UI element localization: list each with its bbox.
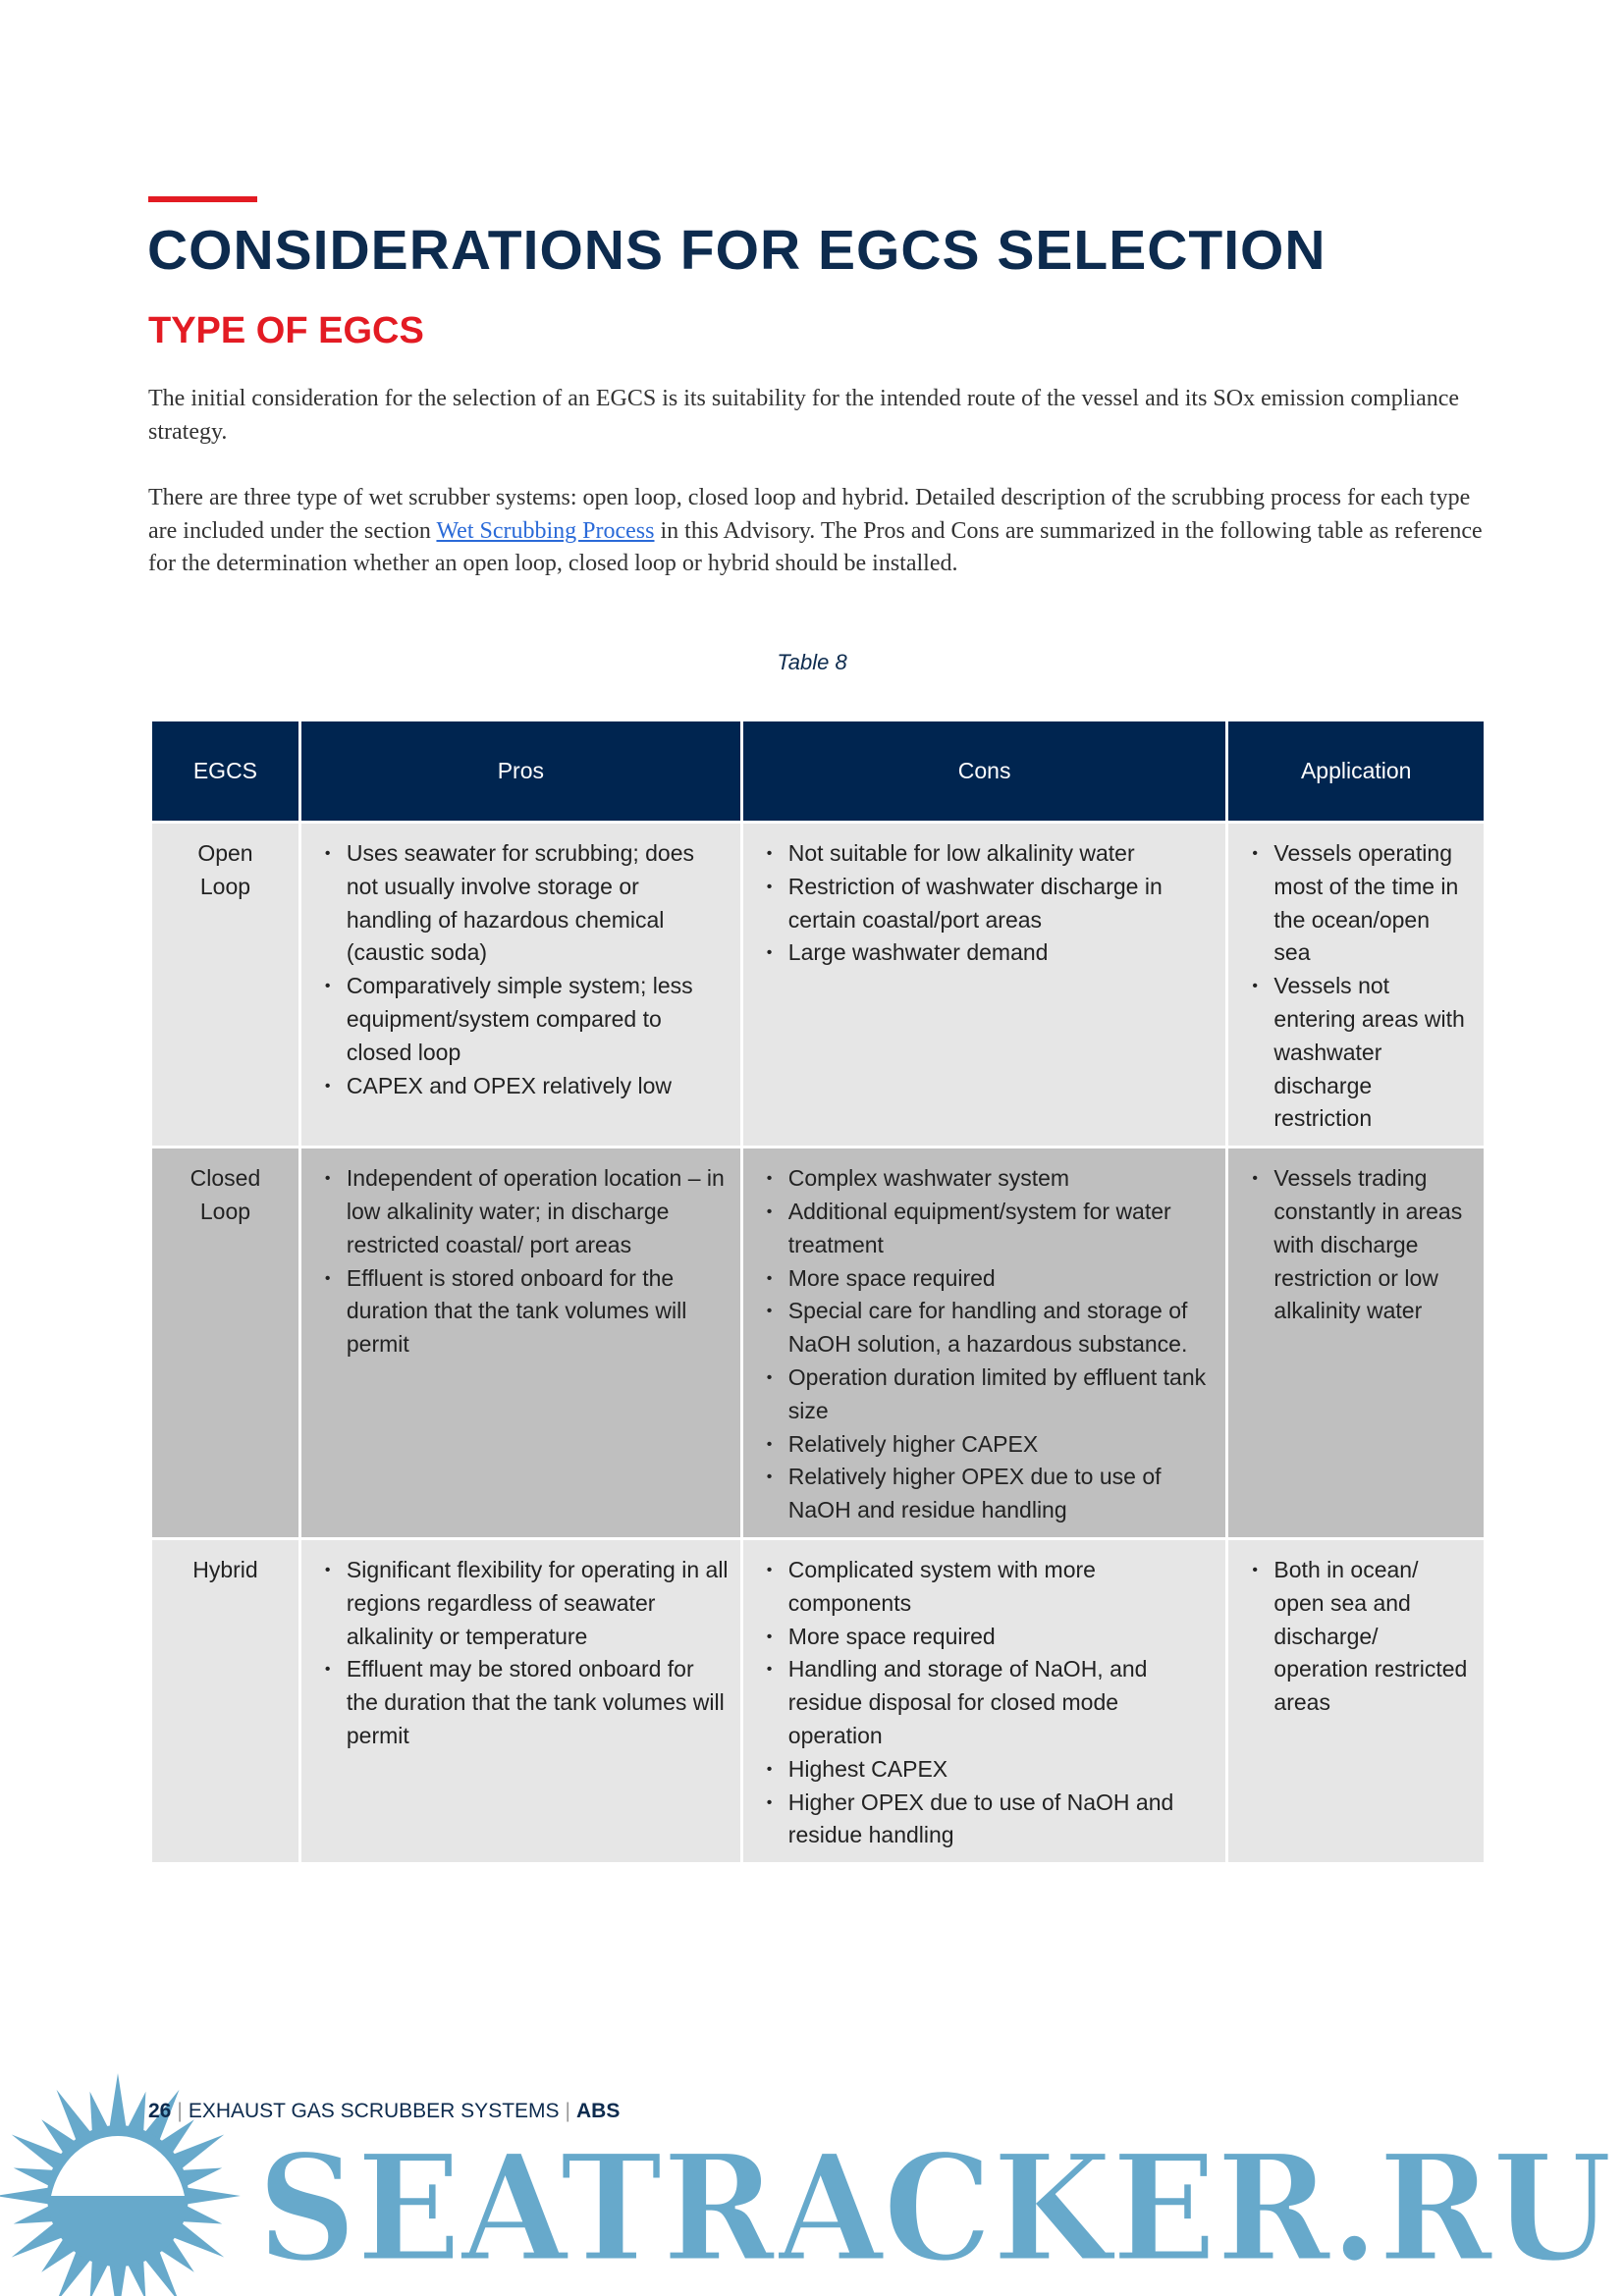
page-title: CONSIDERATIONS FOR EGCS SELECTION [147,219,1326,282]
paragraph-text: There are three type of wet scrubber systems: open loop, closed loop and hybrid. Detailed description of the scrubbing process for each type are included under the section [148,485,1471,544]
application-cell [1227,1148,1486,1539]
header-egcs: EGCS [151,721,300,823]
pros-list [313,1162,729,1362]
page-number: 26 [148,2100,172,2122]
list-item: • Special care for handling and storage of NaOH solution, a hazardous substance. [788,1295,1215,1362]
table-row [151,823,1486,1148]
cons-cell [741,823,1227,1148]
egcs-type-cell: Hybrid [151,1538,300,1863]
watermark-logo-text: SEATRACKER.RU [257,2122,1612,2295]
footer-title: EXHAUST GAS SCRUBBER SYSTEMS [188,2100,560,2122]
table-header-row [151,721,1486,823]
list-item: • Highest CAPEX [788,1753,1215,1787]
list-item: • Uses seawater for scrubbing; does not usually involve storage or handling of hazardous chemical (caustic soda) [347,837,729,970]
list-item: • CAPEX and OPEX relatively low [347,1070,729,1103]
list-item: • Vessels operating most of the time in the ocean/open sea [1273,837,1472,970]
pros-cell [299,823,741,1148]
cons-list [755,1162,1215,1527]
pros-list [313,837,729,1102]
list-item: • Effluent may be stored onboard for the duration that the tank volumes will permit [347,1653,729,1752]
list-item: • Vessels not entering areas with washwater discharge restriction [1273,970,1472,1136]
table-caption: Table 8 [777,650,847,674]
pros-cell [299,1148,741,1539]
list-item: • More space required [788,1262,1215,1296]
footer-org: ABS [576,2100,621,2122]
application-cell [1227,1538,1486,1863]
egcs-type-cell: Closed Loop [151,1148,300,1539]
application-list [1240,1554,1472,1720]
pros-cell [299,1538,741,1863]
page-footer: 26 | EXHAUST GAS SCRUBBER SYSTEMS | ABS [148,2100,621,2122]
cons-cell [741,1538,1227,1863]
list-item: • Relatively higher CAPEX [788,1428,1215,1462]
description-paragraph [148,482,1484,581]
intro-paragraph: The initial consideration for the selection of an EGCS is its suitability for the intended route of the vessel and its SOx emission compliance strategy. [148,386,1460,445]
list-item: • Additional equipment/system for water treatment [788,1196,1215,1262]
header-application: Application [1227,721,1486,823]
list-item: • Vessels trading constantly in areas with discharge restriction or low alkalinity water [1273,1162,1472,1328]
cons-list [755,837,1215,970]
list-item: • More space required [788,1621,1215,1654]
application-list [1240,837,1472,1136]
table-row [151,1148,1486,1539]
cons-cell [741,1148,1227,1539]
table-row [151,1538,1486,1863]
wet-scrubbing-process-link[interactable]: Wet Scrubbing Process [436,517,655,544]
paragraph-text: in this Advisory. The Pros and Cons are summarized in the following table as reference for the determination whether an open loop, closed loop or hybrid should be installed. [148,517,1483,576]
pros-list [313,1554,729,1753]
list-item: • Comparatively simple system; less equipment/system compared to closed loop [347,970,729,1069]
watermark [0,2061,1624,2296]
cons-list [755,1554,1215,1852]
accent-bar [148,196,257,202]
section-title: TYPE OF EGCS [148,310,424,351]
header-cons: Cons [741,721,1227,823]
application-list [1240,1162,1472,1328]
list-item: • Relatively higher OPEX due to use of NaOH and residue handling [788,1461,1215,1527]
list-item: • Operation duration limited by effluent tank size [788,1362,1215,1428]
list-item: • Complex washwater system [788,1162,1215,1196]
list-item: • Not suitable for low alkalinity water [788,837,1215,871]
list-item: • Higher OPEX due to use of NaOH and residue handling [788,1787,1215,1853]
list-item: • Restriction of washwater discharge in certain coastal/port areas [788,871,1215,937]
application-cell [1227,823,1486,1148]
list-item: • Complicated system with more components [788,1554,1215,1621]
list-item: • Effluent is stored onboard for the duration that the tank volumes will permit [347,1262,729,1362]
egcs-comparison-table [149,719,1487,1865]
list-item: • Independent of operation location – in low alkalinity water; in discharge restricted coastal/ port areas [347,1162,729,1261]
list-item: • Handling and storage of NaOH, and residue disposal for closed mode operation [788,1653,1215,1752]
list-item: • Significant flexibility for operating in all regions regardless of seawater alkalinity or temperature [347,1554,729,1653]
list-item: • Both in ocean/ open sea and discharge/ operation restricted areas [1273,1554,1472,1720]
egcs-type-cell: Open Loop [151,823,300,1148]
list-item: • Large washwater demand [788,936,1215,970]
header-pros: Pros [299,721,741,823]
